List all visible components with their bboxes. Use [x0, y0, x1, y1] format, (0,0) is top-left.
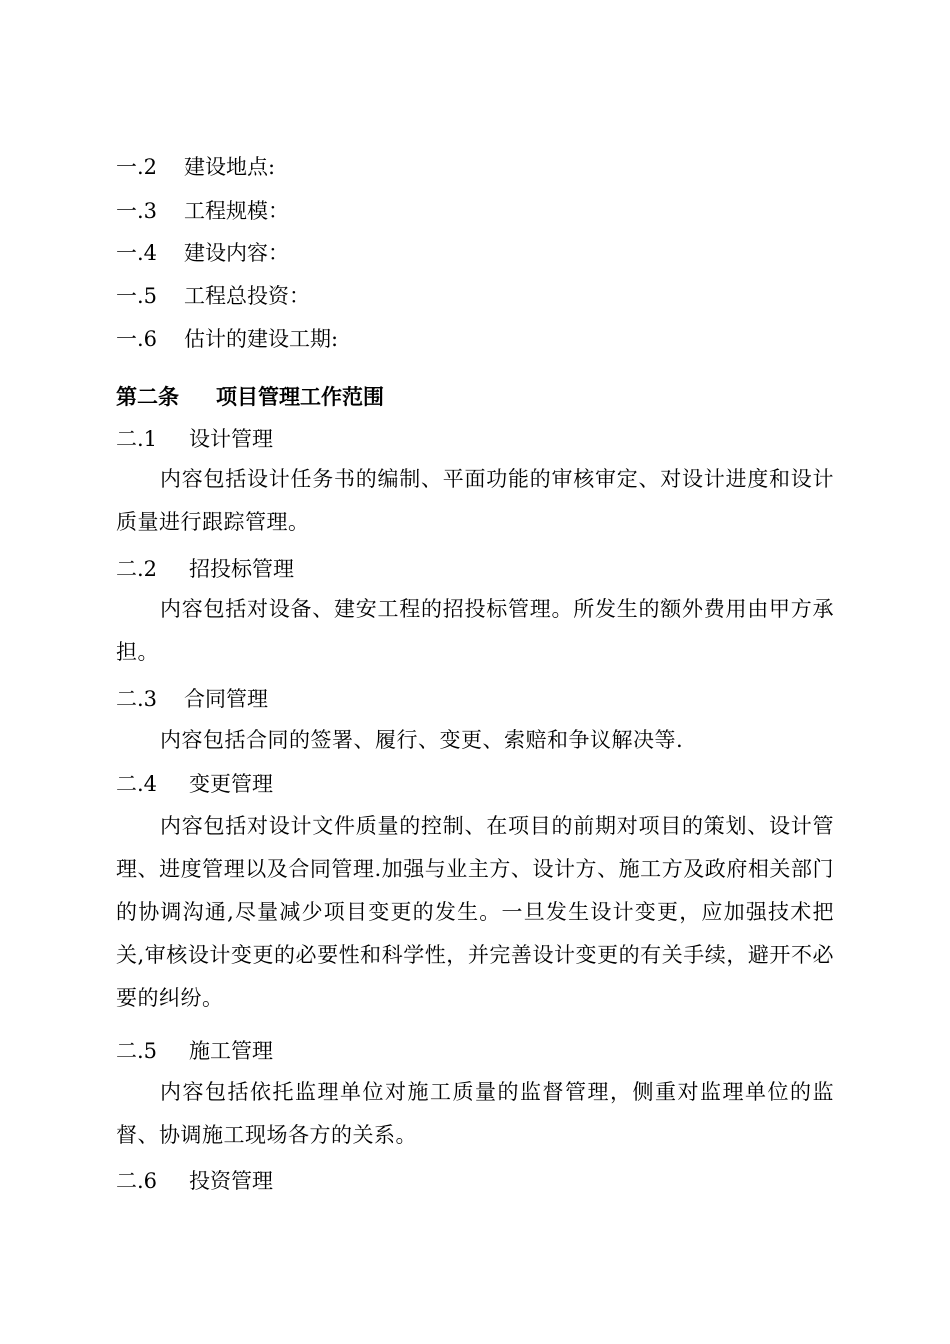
item-label: 建设地点: [184, 155, 276, 179]
item-label: 施工管理 [189, 1039, 273, 1063]
article-title: 项目管理工作范围 [216, 384, 384, 409]
item-label: 工程规模： [184, 199, 289, 223]
section2-item-4-heading [116, 772, 273, 796]
section2-item-6-heading [116, 1169, 273, 1193]
item-number: 二.4 [116, 772, 158, 796]
item-label: 变更管理 [189, 772, 273, 796]
item-number: 一.4 [116, 241, 158, 265]
item-number: 一.2 [116, 155, 158, 179]
item-number: 二.3 [116, 687, 158, 711]
section2-item-5-heading [116, 1039, 273, 1063]
item-label: 投资管理 [189, 1169, 273, 1193]
section2-item-3-paragraph: 内容包括合同的签署、履行、变更、索赔和争议解决等. [160, 728, 684, 752]
item-label: 工程总投资： [184, 284, 310, 308]
item-label: 合同管理 [184, 687, 268, 711]
section1-item-1 [116, 155, 275, 179]
section2-item-3-heading [116, 687, 268, 711]
item-number: 一.6 [116, 327, 158, 351]
item-number: 二.1 [116, 427, 158, 451]
section2-item-2-paragraph: 内容包括对设备、建安工程的招投标管理。所发生的额外费用由甲方承担。 [116, 597, 834, 664]
item-number: 一.5 [116, 284, 158, 308]
article-number: 第二条 [116, 384, 179, 409]
section1-item-2 [116, 199, 289, 223]
item-number: 二.6 [116, 1169, 158, 1193]
section1-item-3 [116, 241, 289, 265]
item-number: 二.5 [116, 1039, 158, 1063]
item-label: 招投标管理 [189, 557, 294, 581]
section2-item-4-paragraph: 内容包括对设计文件质量的控制、在项目的前期对项目的策划、设计管理、进度管理以及合同管理.加强与业主方、设计方、施工方及政府相关部门的协调沟通,尽量减少项目变更的发生。一旦发生设计变更，应加强技术把关,审核设计变更的必要性和科学性，并完善设计变更的有关手续，避开不必要的纠纷。 [116, 814, 834, 1010]
section2-item-5-paragraph: 内容包括依托监理单位对施工质量的监督管理，侧重对监理单位的监督、协调施工现场各方的关系。 [116, 1080, 834, 1147]
section2-item-1-heading [116, 427, 273, 451]
section1-item-5 [116, 327, 338, 351]
article-heading [116, 385, 384, 409]
item-number: 二.2 [116, 557, 158, 581]
section2-item-1-paragraph: 内容包括设计任务书的编制、平面功能的审核审定、对设计进度和设计质量进行跟踪管理。 [116, 467, 834, 534]
section1-item-4 [116, 284, 310, 308]
item-label: 设计管理 [189, 427, 273, 451]
item-label: 建设内容： [184, 241, 289, 265]
item-number: 一.3 [116, 199, 158, 223]
item-label: 估计的建设工期: [184, 327, 339, 351]
section2-item-2-heading [116, 557, 294, 581]
